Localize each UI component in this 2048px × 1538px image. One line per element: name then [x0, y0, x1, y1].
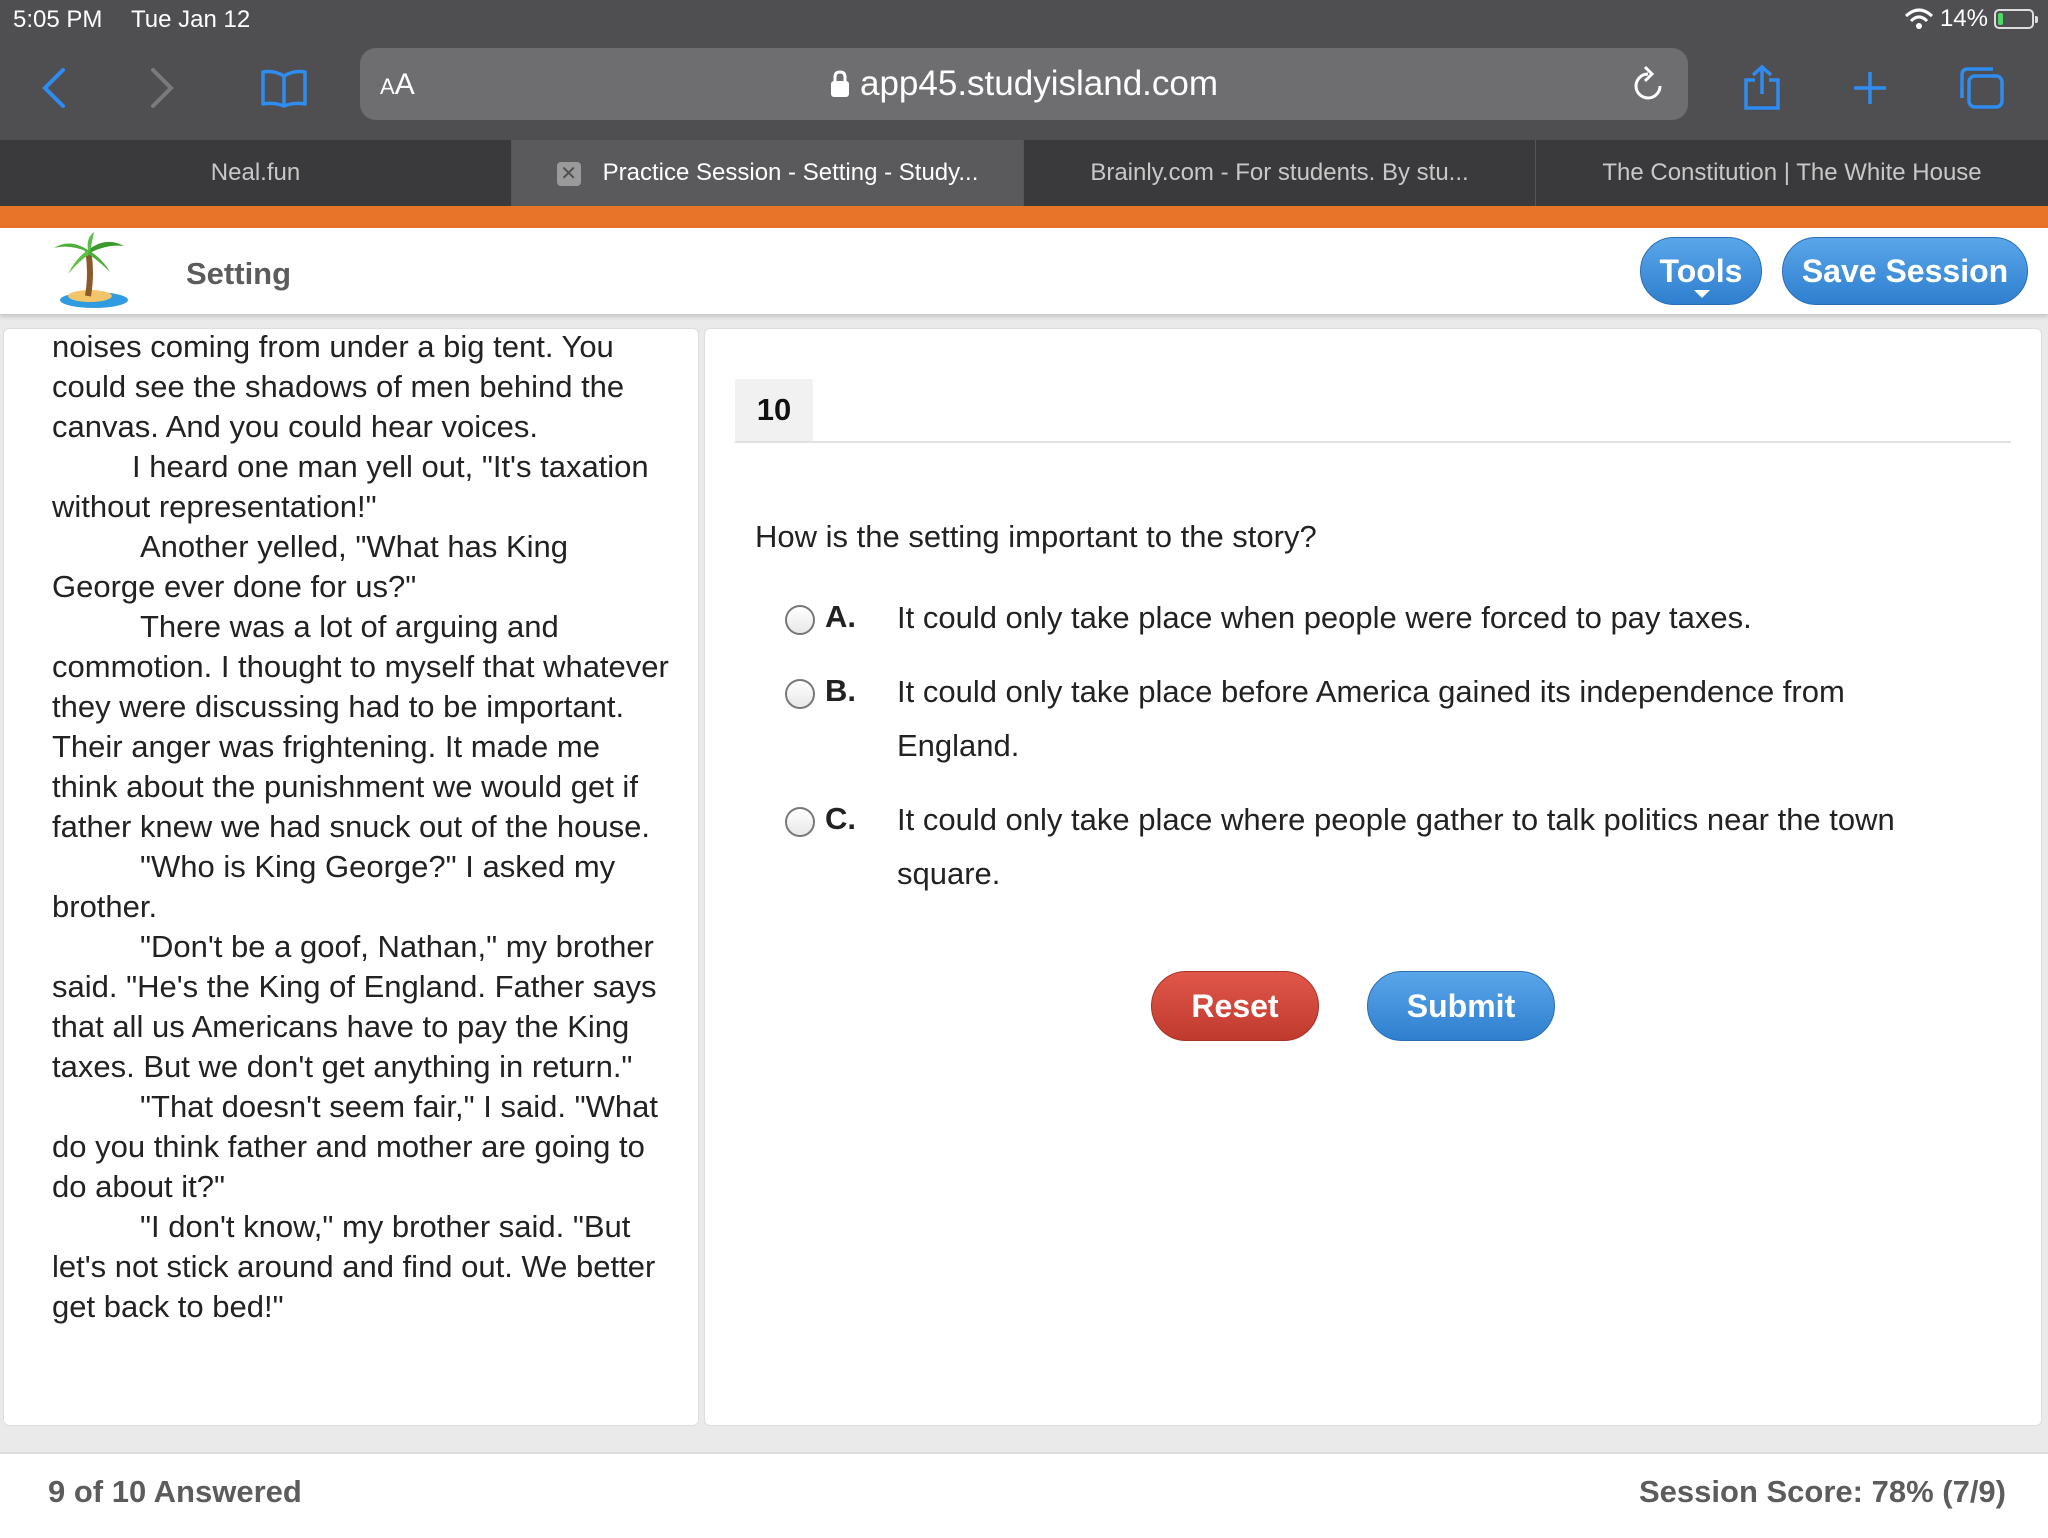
- passage-paragraph: Another yelled, "What has King George ever done for us?": [52, 529, 569, 604]
- tab-constitution[interactable]: [1536, 140, 2048, 206]
- tab-neal-fun[interactable]: [0, 140, 512, 206]
- battery-level: [1998, 13, 2003, 25]
- tab-practice-session[interactable]: [512, 140, 1024, 206]
- passage-paragraph: There was a lot of arguing and commotion. I thought to myself that whatever they were discussing had to be important. Their anger was frightening. It made me think about the punishment we would get if father knew we had snuck out of the house.: [52, 609, 669, 844]
- choice-letter: A.: [825, 599, 856, 634]
- palm-tree-logo-icon: [48, 232, 132, 310]
- url-display[interactable]: [360, 64, 1688, 104]
- share-button[interactable]: [1734, 60, 1790, 116]
- address-bar[interactable]: [360, 48, 1688, 120]
- status-right: [1904, 5, 2034, 33]
- choice-text: It could only take place where people gather to talk politics near the town square.: [897, 802, 1895, 891]
- status-time: 5:05 PM: [13, 6, 103, 33]
- lock-icon: [830, 70, 850, 98]
- tab-label: Brainly.com - For students. By stu...: [1090, 159, 1469, 186]
- choice-text: It could only take place before America gained its independence from England.: [897, 674, 1845, 763]
- plus-icon: [1850, 68, 1890, 108]
- back-button[interactable]: [26, 60, 82, 116]
- text-size-button[interactable]: AA: [380, 68, 415, 101]
- passage-text: [52, 328, 672, 1327]
- passage-paragraph: noises coming from under a big tent. You could see the shadows of men behind the canvas. And you could hear voices.: [52, 329, 625, 444]
- reload-icon: [1630, 64, 1666, 104]
- app-header: [0, 228, 2048, 314]
- choice-letter: C.: [825, 801, 856, 836]
- question-panel: [704, 328, 2042, 1426]
- tab-label: Neal.fun: [210, 159, 301, 186]
- chevron-left-icon: [39, 66, 69, 110]
- forward-button[interactable]: [134, 60, 190, 116]
- tab-bar: [0, 140, 2048, 206]
- battery-percent: 14%: [1939, 5, 1988, 32]
- caret-down-icon: [1694, 290, 1710, 298]
- passage-paragraph: "Who is King George?" I asked my brother.: [52, 849, 616, 924]
- question-number: 10: [735, 379, 813, 441]
- tab-brainly[interactable]: [1024, 140, 1536, 206]
- answered-count: 9 of 10 Answered: [48, 1474, 302, 1509]
- url-text: app45.studyisland.com: [860, 64, 1218, 103]
- passage-paragraph: I heard one man yell out, "It's taxation without representation!": [52, 449, 649, 524]
- passage-paragraph: "Don't be a goof, Nathan," my brother said. "He's the King of England. Father says that all us Americans have to pay the King taxes. But we don't get anything in return.": [52, 929, 657, 1084]
- chevron-right-icon: [147, 66, 177, 110]
- question-prompt: How is the setting important to the story?: [755, 519, 1317, 554]
- reset-button[interactable]: Reset: [1151, 971, 1319, 1041]
- share-icon: [1742, 64, 1782, 112]
- tab-label: Practice Session - Setting - Study...: [602, 159, 979, 186]
- tabs-icon: [1958, 65, 2006, 111]
- radio-button[interactable]: [785, 679, 815, 709]
- choice-text: It could only take place when people were forced to pay taxes.: [897, 600, 1752, 635]
- tabs-overview-button[interactable]: [1954, 60, 2010, 116]
- radio-button[interactable]: [785, 605, 815, 635]
- page-title: Setting: [186, 256, 292, 291]
- submit-button[interactable]: Submit: [1367, 971, 1555, 1041]
- brand-stripe: [0, 206, 2048, 228]
- save-session-button[interactable]: Save Session: [1782, 237, 2028, 305]
- radio-button[interactable]: [785, 807, 815, 837]
- new-tab-button[interactable]: [1842, 60, 1898, 116]
- close-tab-icon[interactable]: ✕: [557, 162, 581, 186]
- battery-icon: [1994, 9, 2034, 29]
- tools-label: Tools: [1659, 253, 1743, 289]
- passage-paragraph: "I don't know," my brother said. "But let's not stick around and find out. We better get back to bed!": [52, 1209, 656, 1324]
- book-icon: [260, 68, 308, 108]
- session-footer: [0, 1452, 2048, 1538]
- status-bar: [0, 0, 2048, 40]
- bookmarks-button[interactable]: [256, 60, 312, 116]
- wifi-icon: [1904, 7, 1934, 31]
- tools-button[interactable]: [1640, 237, 1762, 305]
- session-score: Session Score: 78% (7/9): [1639, 1474, 2006, 1509]
- passage-panel[interactable]: [3, 328, 699, 1426]
- tab-label: The Constitution | The White House: [1602, 159, 1982, 186]
- choice-letter: B.: [825, 673, 856, 708]
- reload-button[interactable]: [1630, 64, 1666, 109]
- divider: [735, 441, 2011, 443]
- passage-paragraph: "That doesn't seem fair," I said. "What do you think father and mother are going to do about it?": [52, 1089, 658, 1204]
- status-date: Tue Jan 12: [131, 6, 251, 33]
